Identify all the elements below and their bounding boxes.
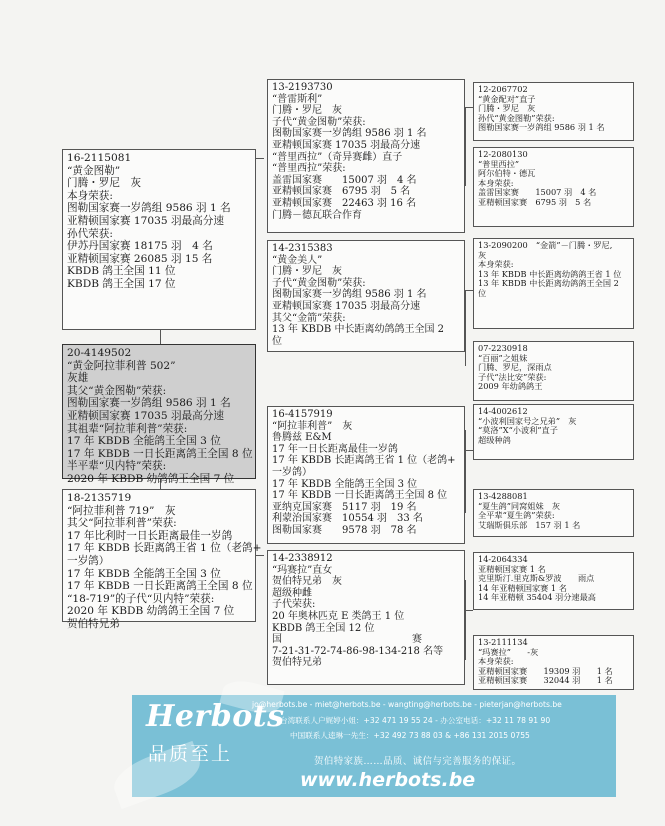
pedigree-line: 13 年 KBDB 中长距离幼鸽鸽王全国 2 [478, 278, 619, 289]
pedigree-line: 图勒国家赛一岁鸽组 9586 羽 1 名 [272, 128, 427, 140]
ring-number: 14-2064334 [478, 554, 528, 564]
pedigree-line: 17 年 KBDB 全能鸽王全国 3 位 [67, 435, 221, 448]
pedigree-line: 亚精顿国家赛 1 名 [478, 563, 546, 574]
pedigree-line: “黄金图勒” [67, 164, 121, 177]
sds-card [473, 238, 634, 329]
pedigree-line: 门腾・罗尼 灰 [478, 103, 536, 114]
dsd-lines [478, 492, 629, 530]
pedigree-line: 17 年 KBDB 一日长距离鸽王全国 8 位 [67, 447, 253, 460]
pedigree-line: 14 年亚精顿国家赛 1 名 [478, 582, 567, 593]
pedigree-line: 门腾、罗尼，深雨点 [478, 362, 552, 373]
pedigree-line: 17 年比利时一日长距离最佳一岁鸽 [67, 529, 233, 542]
taiwan-contact: 台湾联系人户娓婷小姐：+32 471 19 55 24 - 办公室电话：+32 11 78 91 90 [280, 716, 551, 725]
pedigree-line: 灰雄 [67, 372, 89, 385]
pedigree-line: 盖雷国家赛 15007 羽 4 名 [478, 187, 597, 198]
pedigree-line: 亚精顿国家赛 17035 羽最高分速 [272, 300, 421, 312]
china-contact: 中国联系人逵琳一先生：+32 492 73 88 03 & +86 131 2015 0755 [290, 731, 530, 740]
pedigree-line: 子代“黄金图勒”荣获: [272, 277, 366, 289]
pedigree-line: 孙代荣获: [67, 227, 113, 240]
pedigree-line: 全平辈“夏生鸽”荣获: [478, 510, 555, 521]
pedigree-line: 子代“黄金图勒”荣获: [272, 116, 366, 128]
pedigree-line: KBDB 鸽王全国 11 位 [67, 265, 176, 278]
pedigree-line: 伊苏丹国家赛 18175 羽 4 名 [67, 240, 213, 253]
pedigree-line: 阿尔伯特・德瓦 [478, 168, 536, 179]
ring-number: 13-4288081 [478, 491, 528, 501]
pedigree-line: 2020 年 KBDB 幼鸽鸽王全国 7 位 [67, 605, 235, 618]
connector [465, 580, 466, 660]
pedigree-line: “百丽”之姐妹 [478, 352, 528, 363]
pedigree-line: 克里斯汀.里克斯&罗波 雨点 [478, 573, 595, 584]
pedigree-line: 子代荣获: [272, 599, 316, 611]
pedigree-line: 2009 年幼鸽鸽王 [478, 381, 543, 392]
pedigree-line: 位 [478, 287, 487, 298]
pedigree-line: 17 年 KBDB 一日长距离鸽王全国 8 位 [67, 580, 253, 593]
ring-number: 12-2080130 [478, 149, 528, 159]
pedigree-line: 利蒙治国家赛 10554 羽 33 名 [272, 513, 423, 525]
pedigree-line: 亚精顿国家赛 19309 羽 1 名 [478, 665, 613, 676]
pedigree-line: 贺伯特兄弟 [67, 617, 120, 630]
ring-number: 14-2315383 [272, 243, 333, 254]
pedigree-line: 亚精顿国家赛 32044 羽 1 名 [478, 675, 613, 686]
pedigree-line: 一岁鸽） [67, 554, 110, 567]
sire-dam-lines [272, 243, 460, 347]
ring-number: 16-2115081 [67, 152, 132, 164]
pedigree-line: 超级种雌 [272, 587, 312, 599]
pedigree-line: 17 年 KBDB 一日长距离鸽王全国 8 位 [272, 490, 448, 502]
pedigree-line: KBDB 鸽王全国 12 位 [272, 622, 375, 634]
pedigree-line: 位 [272, 335, 282, 347]
pedigree-line: KBDB 鸽王全国 17 位 [67, 277, 176, 290]
sdd-card [473, 341, 634, 401]
pedigree-line: 本身荣获: [478, 259, 514, 270]
pedigree-line: 17 年 KBDB 全能鸽王全国 3 位 [67, 567, 221, 580]
pedigree-line: 13 年 KBDB 中长距离幼鸽鸽王全国 2 [272, 324, 444, 336]
sire-lines [67, 152, 251, 291]
pedigree-line: 13 年 KBDB 中长距离幼鸽鸽王省 1 位 [478, 268, 622, 279]
ring-number: 14-4002612 [478, 406, 528, 416]
pedigree-line: 国 赛 [272, 634, 422, 646]
pedigree-line: “18-719”的子代“贝内特”荣获: [67, 592, 215, 605]
pedigree-line: 本身荣获: [67, 189, 113, 202]
connector [465, 430, 466, 513]
dss-lines [478, 407, 629, 445]
pedigree-line: 本身荣获: [478, 177, 514, 188]
slogan: 品质至上 [148, 743, 233, 765]
pedigree-line: 图勒国家赛一岁鸽组 9586 羽 1 名 [272, 289, 427, 301]
ring-number: 12-2067702 [478, 84, 528, 94]
pedigree-line: 贺伯特兄弟 [272, 657, 322, 669]
pedigree-line: 孙代“黄金图勒”荣获: [478, 112, 555, 123]
pedigree-line: “普里西拉”荣获: [272, 163, 346, 175]
sire-dam-card [267, 240, 465, 352]
dam-lines [67, 492, 262, 631]
connector [160, 330, 161, 344]
pedigree-line: “阿拉菲利普” 灰 [272, 420, 353, 432]
pedigree-line: 7-21-31-72-74-86-98-134-218 名等 [272, 645, 444, 657]
sdd-lines [478, 344, 629, 392]
ring-number: 13-2111134 [478, 637, 528, 647]
dsd-card [473, 489, 634, 537]
pedigree-line: “夏生鸽”同窝姐妹 灰 [478, 500, 561, 511]
pedigree-line: “普里西拉”（奇异赛雌）直子 [272, 151, 403, 163]
pedigree-line: 子代“法比安”荣获: [478, 371, 547, 382]
pedigree-line: “玛赛拉”直女 [272, 564, 333, 576]
pedigree-line: 本身荣获: [478, 656, 514, 667]
pedigree-line: 贺伯特兄弟 灰 [272, 576, 342, 588]
connector [465, 107, 466, 186]
pedigree-line: 半平辈“贝内特”荣获: [67, 460, 167, 473]
pedigree-line: 其父“阿拉菲利普”荣获: [67, 517, 177, 530]
ring-number: 07-2230918 [478, 343, 528, 353]
sire-sire-lines [272, 82, 460, 221]
pedigree-line: 亚纳克国家赛 5117 羽 19 名 [272, 501, 417, 513]
sss-card [473, 82, 634, 141]
ring-number: 20-4149502 [67, 347, 132, 359]
pedigree-line: 亚精顿国家赛 17035 羽最高分速 [67, 409, 224, 422]
herbots-banner [132, 695, 616, 797]
dam-dam-card [267, 550, 465, 685]
pedigree-line: 门腾－德瓦联合作育 [272, 209, 362, 221]
website-link[interactable]: www.herbots.be [300, 769, 476, 791]
pedigree-line: 其祖辈“阿拉菲利普”荣获: [67, 422, 188, 435]
sire-sire-card [267, 79, 465, 233]
ssd-lines [478, 150, 629, 208]
dss-card [473, 404, 634, 460]
pedigree-line: 门腾・罗尼 灰 [272, 266, 342, 278]
tagline: 贺伯特家族……品质、诚信与完善服务的保证。 [314, 756, 522, 767]
ring-number: 13-2090200 “金箭”－门腾・罗尼, [478, 240, 613, 250]
ring-number: 16-4157919 [272, 409, 333, 420]
dam-sire-card [267, 406, 465, 544]
subject-lines [67, 347, 251, 486]
pedigree-line: 17 年 KBDB 长距离鸽王省 1 位（老鸽+ [67, 542, 262, 555]
ddd-lines [478, 638, 629, 686]
ring-number: 14-2338912 [272, 553, 333, 564]
contact-emails[interactable]: jo@herbots.be - miet@herbots.be - wangting@herbots.be - pieterjan@herbots.be [252, 700, 562, 709]
pedigree-line: 17 年 KBDB 长距离鸽王省 1 位（老鸽+ [272, 455, 456, 467]
pedigree-line: 鲁腾兹 E&M [272, 432, 332, 444]
pedigree-line: 图勒国家赛一岁鸽组 9586 羽 1 名 [67, 397, 231, 410]
pedigree-line: 一岁鸽） [272, 466, 312, 478]
dam-sire-lines [272, 409, 460, 537]
pedigree-line: 灰 [478, 249, 487, 260]
pedigree-line: 2020 年 KBDB 幼鸽鸽王全国 7 位 [67, 472, 235, 485]
sire-card [62, 149, 256, 330]
pedigree-line: 图勒国家赛 9578 羽 78 名 [272, 524, 417, 536]
pedigree-line: “普里西拉” [478, 158, 520, 169]
pedigree-line: “黄金美人” [272, 254, 323, 266]
pedigree-line: 17 年一日长距离最佳一岁鸽 [272, 443, 398, 455]
pedigree-line: 亚精顿国家赛 26085 羽 15 名 [67, 252, 213, 265]
pedigree-line: 20 年奥林匹克 E 类鸽王 1 位 [272, 610, 405, 622]
pedigree-line: 盖雷国家赛 15007 羽 4 名 [272, 174, 417, 186]
pedigree-line: “阿拉菲利普 719” 灰 [67, 504, 176, 517]
pedigree-line: 其父“黄金图勒”荣获: [67, 384, 167, 397]
pedigree-line: 图勒国家赛一岁鸽组 9586 羽 1 名 [478, 122, 605, 133]
brand-logo: Herbots [146, 699, 285, 734]
pedigree-line: “黄金配对”直子 [478, 93, 536, 104]
pedigree-line: 亚精顿国家赛 6795 羽 5 名 [272, 186, 411, 198]
pedigree-line: 图勒国家赛一岁鸽组 9586 羽 1 名 [67, 202, 231, 215]
pedigree-line: 门腾・罗尼 灰 [272, 105, 342, 117]
ddd-card [473, 635, 634, 690]
pedigree-line: 14 年亚精顿 35404 羽分速最高 [478, 592, 596, 603]
ring-number: 18-2135719 [67, 492, 132, 504]
pedigree-line: “小波利国家号之兄弟” 灰 [478, 415, 577, 426]
sss-lines [478, 85, 629, 133]
pedigree-line: 亚精顿国家赛 17035 羽最高分速 [67, 214, 224, 227]
pedigree-line: 超级种鸽 [478, 434, 511, 445]
pedigree-line: “黄金阿拉菲利普 502” [67, 359, 176, 372]
dam-card [62, 489, 262, 630]
dds-card [473, 552, 634, 610]
pedigree-line: 其父“金箭”荣获: [272, 312, 346, 324]
pedigree-line: “普雷斯利” [272, 93, 323, 105]
ring-number: 13-2193730 [272, 82, 333, 93]
ssd-card [473, 147, 634, 227]
dds-lines [478, 555, 629, 603]
connector [465, 290, 466, 366]
subject-card [62, 344, 256, 485]
pedigree-line: 亚精顿国家赛 22463 羽 16 名 [272, 197, 417, 209]
pedigree-line: 17 年 KBDB 全能鸽王全国 3 位 [272, 478, 418, 490]
pedigree-line: 亚精顿国家赛 17035 羽最高分速 [272, 139, 421, 151]
pedigree-line: 门腾・罗尼 灰 [67, 177, 142, 190]
dam-dam-lines [272, 553, 460, 669]
sds-lines [478, 241, 629, 299]
pedigree-line: 艾瑞斯俱乐部 157 羽 1 名 [478, 519, 581, 530]
pedigree-line: “玛赛拉” -灰 [478, 646, 539, 657]
pedigree-line: “莫洛”X“小波利”直子 [478, 425, 558, 436]
pedigree-line: 亚精顿国家赛 6795 羽 5 名 [478, 196, 592, 207]
